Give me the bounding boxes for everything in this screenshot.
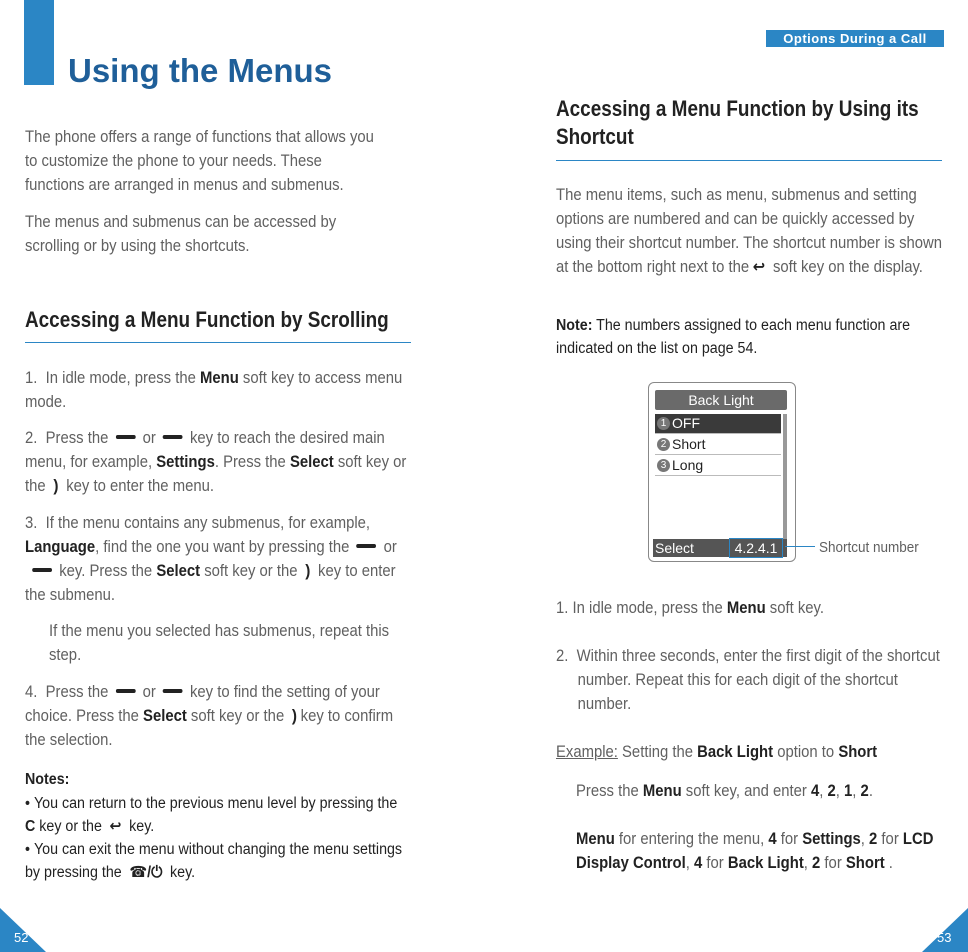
section-label: Options During a Call — [766, 30, 944, 47]
intro-paragraph-1: The phone offers a range of functions that allows you to customize the phone to your needs. These functions are arranged in menus and submenus. — [25, 128, 374, 194]
step-4: 4. Press the or key to find the setting of your choice. Press the Select soft key or the ) key to confirm the selection. — [25, 683, 394, 749]
screen-scrollbar — [783, 414, 787, 550]
menu-option: 3 Long — [655, 456, 781, 476]
callout-line — [785, 546, 815, 547]
down-key-icon — [163, 435, 183, 439]
intro-paragraph-2: The menus and submenus can be accessed by scrolling or by using the shortcuts. — [25, 213, 337, 255]
notes-title: Notes: — [25, 771, 70, 788]
example-press: Press the Menu soft key, and enter 4, 2, 1, 2. — [576, 782, 873, 800]
shortcut-number-display: 4.2.4.1 — [729, 538, 783, 558]
menu-option: 2 Short — [655, 435, 781, 455]
back-key-icon: ↩ — [109, 818, 122, 835]
page-title: Using the Menus — [68, 52, 333, 89]
shortcut-intro: The menu items, such as menu, submenus and setting options are numbered and can be quickly accessed by using their shortcut number. The shortcut number is shown at the bottom right next to the ↩ soft key on the display. — [556, 183, 943, 279]
right-nav-key-icon: ) — [291, 706, 298, 725]
shortcut-step-2: 2. Within three seconds, enter the first digit of the shortcut number. Repeat this for each digit of the shortcut number. — [556, 647, 940, 713]
down-key-icon — [163, 689, 183, 693]
menu-option: 1 OFF — [655, 414, 781, 434]
step-3: 3. If the menu contains any submenus, for example, Language, find the one you want by pressing the orkey. Press the Select soft key or the ) key to enter the submenu. — [25, 514, 397, 604]
step-1: 1. In idle mode, press the Menu soft key to access menu mode. — [25, 369, 403, 411]
end-power-key-icon: ☎/⏻ — [129, 864, 163, 881]
down-key-icon — [32, 568, 52, 572]
screen-title: Back Light — [655, 390, 787, 410]
section-heading-scrolling: Accessing a Menu Function by Scrolling — [25, 307, 389, 332]
back-key-icon: ↩ — [752, 258, 766, 276]
phone-screen — [648, 382, 796, 562]
title-accent-bar — [24, 0, 54, 85]
up-key-icon — [116, 689, 136, 693]
step-2: 2. Press the or key to reach the desired main menu, for example, Settings. Press the Select soft key or the ) key to enter the menu. — [25, 426, 412, 498]
note-2: • You can exit the menu without changing the menu settings by pressing the ☎/⏻ key. — [25, 838, 411, 884]
page-number-left: 52 — [14, 930, 29, 945]
section-heading-shortcut: Accessing a Menu Function by Using its Shortcut — [556, 96, 919, 149]
shortcut-note: Note: The numbers assigned to each menu function are indicated on the list on page 54. — [556, 317, 911, 357]
note-1: • You can return to the previous menu level by pressing the C key or the ↩ key. — [25, 792, 411, 838]
page-number-right: 53 — [937, 930, 952, 945]
example-explanation: Menu for entering the menu, 4 for Settings, 2 for LCD Display Control, 4 for Back Light, 2 for Short . — [576, 830, 934, 872]
example-line: Example: Setting the Back Light option to Short — [556, 743, 878, 761]
select-soft-key: Select — [655, 540, 694, 556]
right-nav-key-icon: ) — [53, 476, 59, 495]
right-nav-key-icon: ) — [305, 561, 311, 580]
heading-rule-right — [556, 160, 942, 161]
shortcut-step-1: 1. In idle mode, press the Menu soft key. — [556, 599, 824, 617]
up-key-icon — [116, 435, 136, 439]
step-3-note: If the menu you selected has submenus, repeat this step. — [49, 622, 390, 664]
up-key-icon — [357, 544, 377, 548]
heading-rule — [25, 342, 411, 343]
shortcut-callout: Shortcut number — [819, 539, 919, 556]
